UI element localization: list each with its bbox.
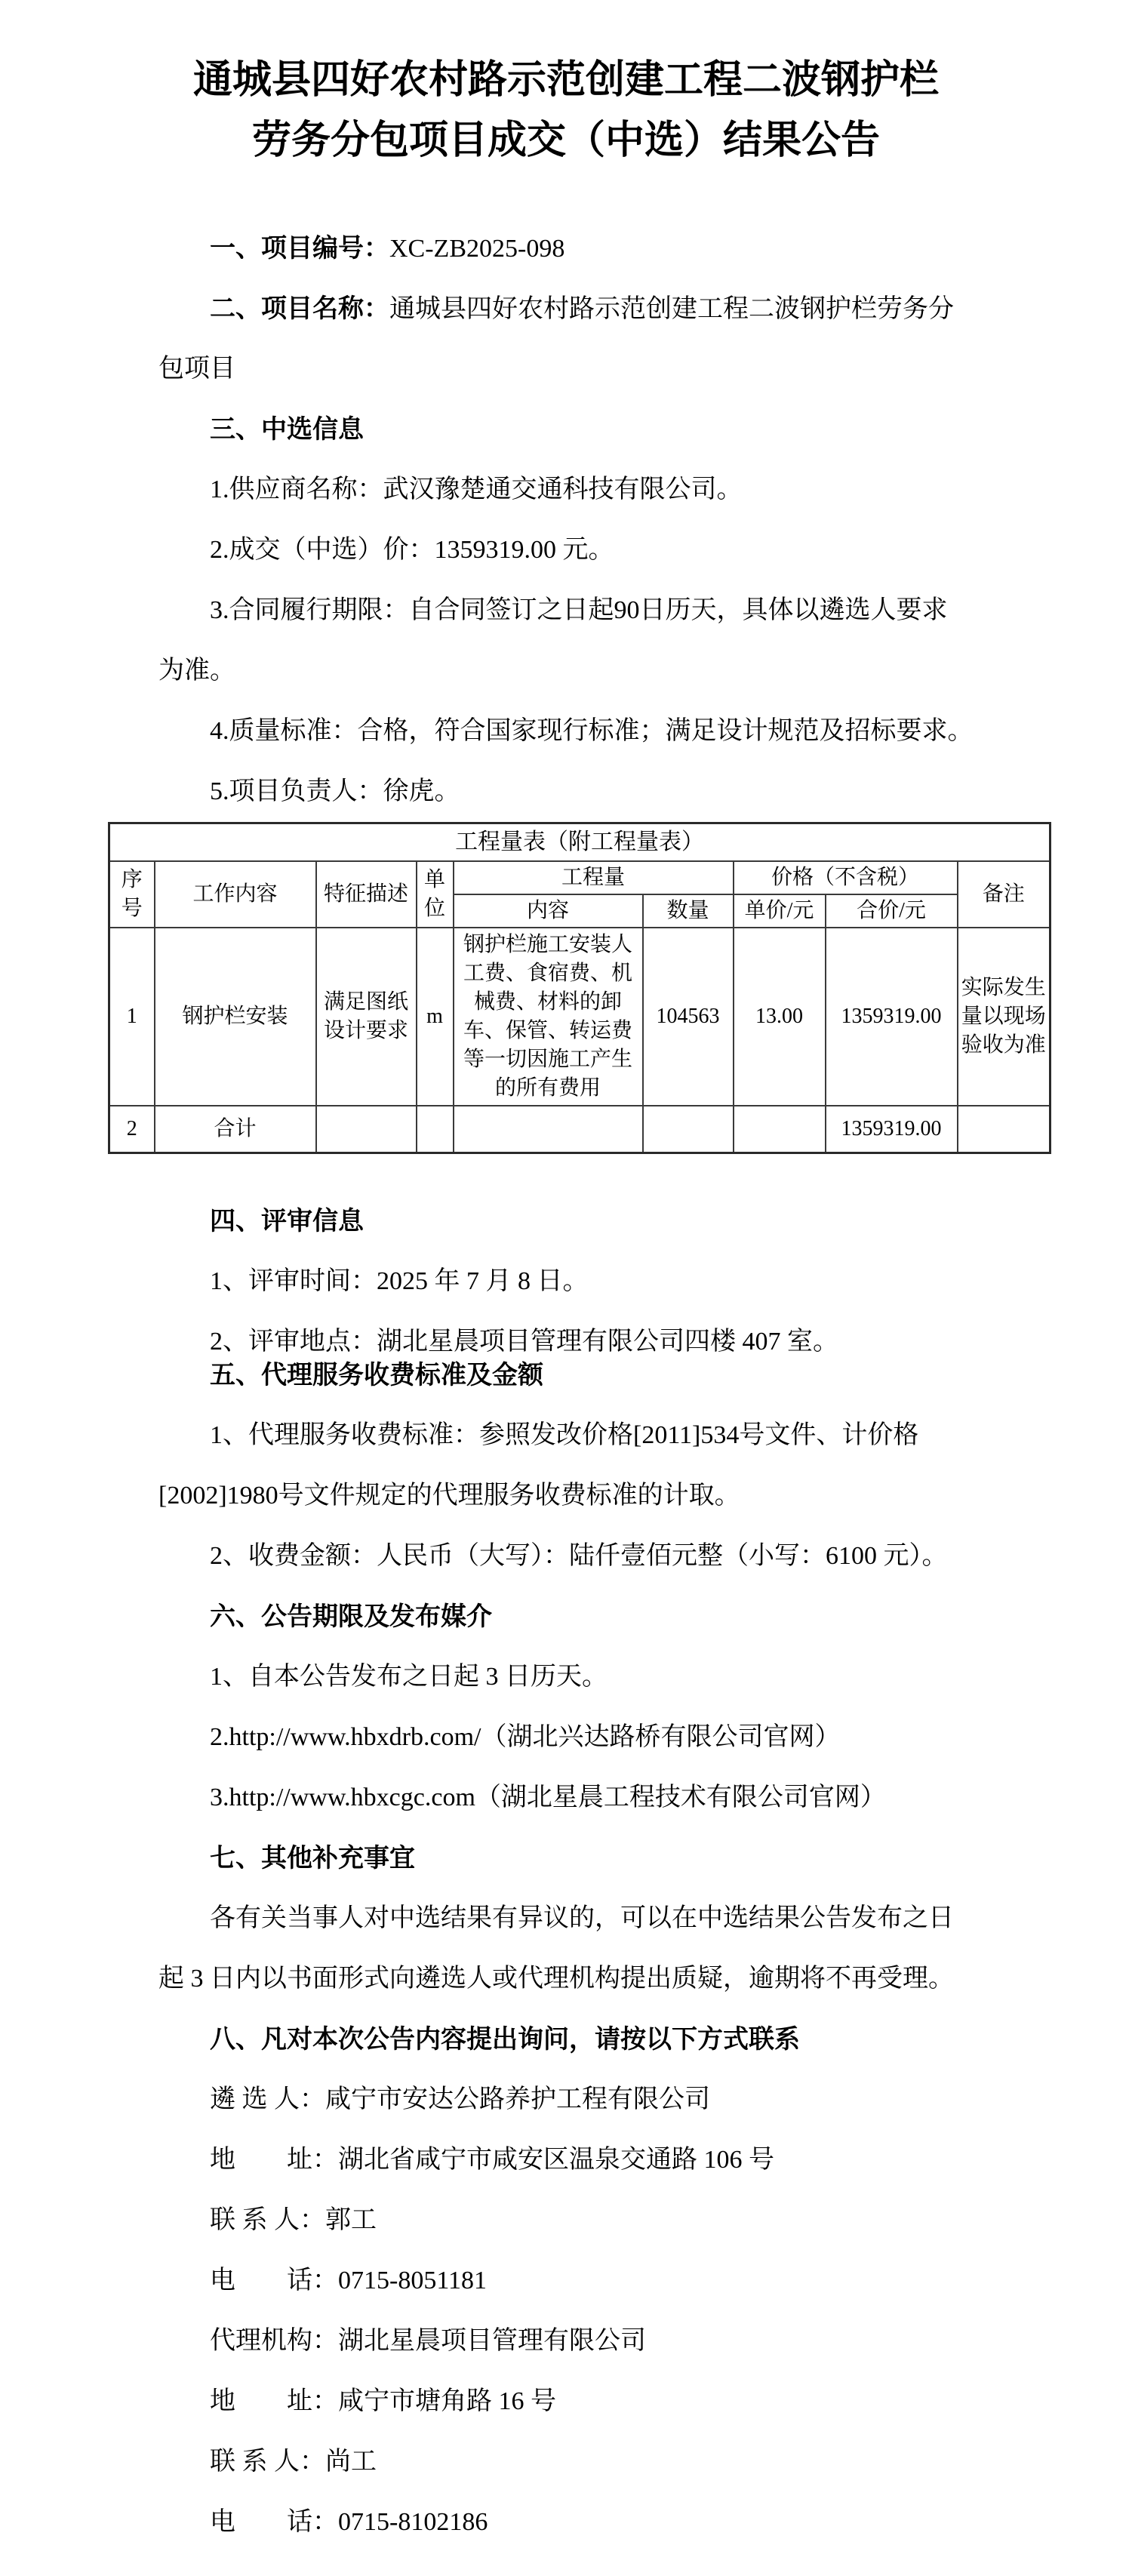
col-header-remark: 备注 [958, 861, 1050, 928]
table-title-row [109, 823, 1050, 861]
para-award-price: 2.成交（中选）价：1359319.00 元。 [210, 536, 614, 564]
heading-contact: 八、凡对本次公告内容提出询问，请按以下方式联系 [210, 2024, 800, 2054]
cell-seq: 2 [109, 1106, 155, 1153]
contact-agency-person: 联 系 人：尚工 [210, 2447, 377, 2476]
col-header-price-group: 价格（不含税） [734, 861, 958, 894]
cell-work-total: 合计 [155, 1106, 316, 1153]
contact-selector-name: 遴 选 人：咸宁市安达公路养护工程有限公司 [210, 2085, 710, 2113]
para-contract-period: 3.合同履行期限：自合同签订之日起90日历天，具体以遴选人要求 [210, 596, 948, 624]
project-number-value: XC-ZB2025-098 [389, 235, 565, 263]
contact-agency-phone: 电 话：0715-8102186 [210, 2507, 488, 2536]
heading-review-info: 四、评审信息 [210, 1206, 364, 1236]
contact-agency-name: 代理机构：湖北星晨项目管理有限公司 [210, 2326, 646, 2355]
col-header-work: 工作内容 [155, 861, 316, 928]
project-number-label: 一、项目编号： [210, 234, 389, 263]
para-project-name-wrap: 包项目 [158, 355, 235, 383]
page-title-line2: 劳务分包项目成交（中选）结果公告 [251, 118, 880, 162]
page-title-line1: 通城县四好农村路示范创建工程二波钢护栏 [192, 58, 939, 102]
para-project-name [158, 279, 974, 339]
col-header-quantity-group: 工程量 [454, 861, 734, 894]
table-row-total [109, 1106, 1050, 1153]
cell-feature [316, 1106, 417, 1153]
cell-seq: 1 [109, 928, 155, 1106]
para-contract-period-wrap: 为准。 [158, 657, 235, 685]
table-header-row-1 [109, 861, 1050, 894]
cell-unit [417, 1106, 454, 1153]
para-fee-standard: 1、代理服务收费标准：参照发改价格[2011]534号文件、计价格 [210, 1420, 919, 1449]
para-review-place: 2、评审地点：湖北星晨项目管理有限公司四楼 407 室。 [210, 1327, 838, 1356]
project-name-label: 二、项目名称： [210, 294, 389, 323]
col-header-amount: 数量 [643, 894, 734, 928]
cell-amount: 104563 [643, 928, 734, 1106]
cell-remark [958, 1106, 1050, 1153]
cell-amount [643, 1106, 734, 1153]
cell-content [454, 1106, 643, 1153]
quantities-table [108, 822, 1051, 1154]
col-header-content: 内容 [454, 894, 643, 928]
col-header-feature: 特征描述 [316, 861, 417, 928]
cell-content: 钢护栏施工安装人工费、食宿费、机械费、材料的卸车、保管、转运费等一切因施工产生的所有费用 [454, 928, 643, 1106]
cell-unit-price: 13.00 [734, 928, 826, 1106]
col-header-unit: 单位 [417, 861, 454, 928]
heading-selection-info: 三、中选信息 [210, 415, 364, 444]
col-header-seq: 序号 [109, 861, 155, 928]
page-title [158, 50, 974, 171]
cell-total-price: 1359319.00 [826, 1106, 958, 1153]
col-header-unit-price: 单价/元 [734, 894, 826, 928]
cell-unit: m [417, 928, 454, 1106]
para-project-number [158, 218, 974, 279]
contact-selector-person: 联 系 人：郭工 [210, 2205, 377, 2234]
para-quality-standard: 4.质量标准：合格，符合国家现行标准；满足设计规范及招标要求。 [210, 717, 974, 745]
cell-unit-price [734, 1106, 826, 1153]
cell-total-price: 1359319.00 [826, 928, 958, 1106]
heading-announcement-period: 六、公告期限及发布媒介 [210, 1602, 492, 1631]
col-header-total-price: 合价/元 [826, 894, 958, 928]
para-media-url-1: 2.http://www.hbxdrb.com/（湖北兴达路桥有限公司官网） [210, 1722, 841, 1751]
heading-agency-fee: 五、代理服务收费标准及金额 [210, 1360, 543, 1390]
para-period-days: 1、自本公告发布之日起 3 日历天。 [210, 1662, 608, 1691]
para-objection-wrap: 起 3 日内以书面形式向遴选人或代理机构提出质疑，逾期将不再受理。 [158, 1964, 954, 1993]
contact-selector-phone: 电 话：0715-8051181 [210, 2266, 488, 2294]
cell-feature: 满足图纸设计要求 [316, 928, 417, 1106]
para-objection: 各有关当事人对中选结果有异议的，可以在中选结果公告发布之日 [210, 1904, 954, 1932]
table-row [109, 928, 1050, 1106]
project-name-value: 通城县四好农村路示范创建工程二波钢护栏劳务分 [389, 295, 954, 323]
table-title: 工程量表（附工程量表） [109, 823, 1050, 861]
contact-agency-address: 地 址：咸宁市塘角路 16 号 [210, 2387, 556, 2415]
cell-work: 钢护栏安装 [155, 928, 316, 1106]
document-body [121, 218, 1046, 2553]
para-review-time: 1、评审时间：2025 年 7 月 8 日。 [210, 1266, 589, 1295]
para-supplier-name: 1.供应商名称：武汉豫楚通交通科技有限公司。 [210, 475, 743, 503]
heading-other-matters: 七、其他补充事宜 [210, 1843, 415, 1873]
para-media-url-2: 3.http://www.hbxcgc.com（湖北星晨工程技术有限公司官网） [210, 1783, 886, 1811]
para-project-manager: 5.项目负责人：徐虎。 [210, 777, 460, 805]
contact-selector-address: 地 址：湖北省咸宁市咸安区温泉交通路 106 号 [210, 2145, 774, 2174]
para-fee-standard-wrap: [2002]1980号文件规定的代理服务收费标准的计取。 [158, 1481, 740, 1510]
cell-remark: 实际发生量以现场验收为准 [958, 928, 1050, 1106]
para-fee-amount: 2、收费金额：人民币（大写）：陆仟壹佰元整（小写：6100 元）。 [210, 1541, 948, 1570]
